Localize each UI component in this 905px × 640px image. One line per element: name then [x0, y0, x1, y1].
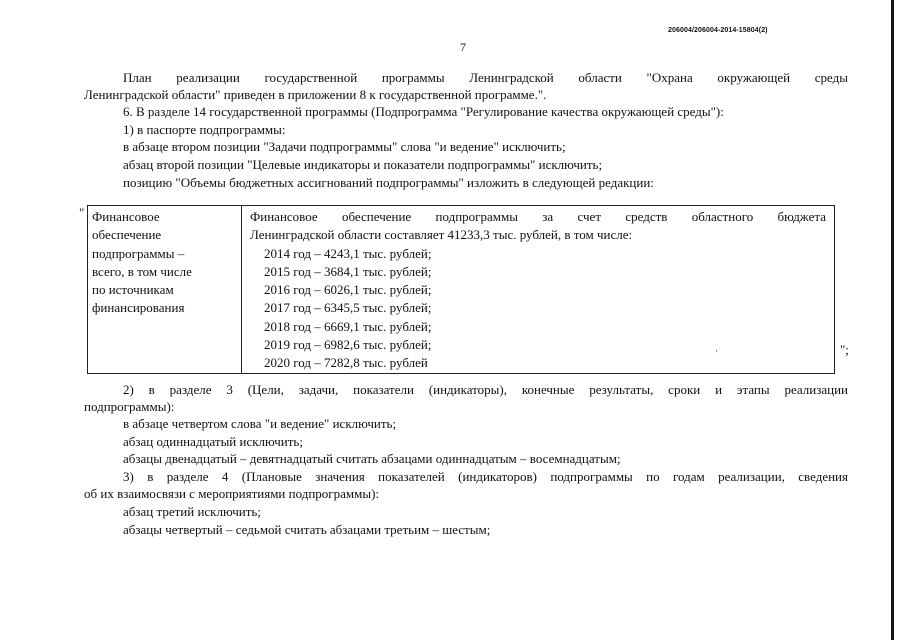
funding-year-line: 2018 год – 6669,1 тыс. рублей; [264, 318, 432, 334]
table-left-cell [88, 206, 242, 374]
closing-quote: "; [840, 342, 849, 357]
paragraph-7-line-2: подпрограммы): [84, 399, 175, 414]
paragraph-10: абзацы двенадцатый – девятнадцатый считать абзацами одиннадцатым – восемнадцатым; [123, 451, 621, 466]
left-cell-line: финансирования [92, 300, 185, 316]
paragraph-8: в абзаце четвертом слова "и ведение" исключить; [123, 416, 397, 431]
page-number: 7 [460, 40, 466, 54]
paragraph-6: позицию "Объемы бюджетных ассигнований подпрограммы" изложить в следующей редакции: [123, 175, 654, 190]
table-row [88, 206, 835, 374]
left-cell-line: обеспечение [92, 227, 162, 243]
paragraph-1-line-1: План реализации государственной программы Ленинградской области "Охрана окружающей среды [123, 70, 848, 85]
left-cell-line: по источникам [92, 282, 174, 298]
paragraph-12: абзац третий исключить; [123, 504, 261, 519]
paragraph-11-line-1: 3) в разделе 4 (Плановые значения показателей (индикаторов) подпрограммы по годам реализации, сведения [123, 469, 848, 484]
table-right-cell [242, 206, 835, 374]
paragraph-7-line-1: 2) в разделе 3 (Цели, задачи, показатели (индикаторы), конечные результаты, сроки и этапы реализации [123, 382, 848, 397]
stray-mark: · [715, 346, 718, 356]
left-cell-line: подпрограммы – [92, 245, 185, 261]
document-id: 206004/206004-2014-15804(2) [668, 27, 768, 34]
funding-intro-line-2: Ленинградской области составляет 41233,3 тыс. рублей, в том числе: [250, 227, 633, 243]
left-cell-line: Финансовое [92, 209, 160, 224]
paragraph-9: абзац одиннадцатый исключить; [123, 434, 303, 449]
financing-table [87, 205, 835, 374]
funding-year-line: 2014 год – 4243,1 тыс. рублей; [264, 245, 432, 261]
page-edge [891, 0, 894, 640]
funding-intro-line-1: Финансовое обеспечение подпрограммы за счет средств областного бюджета [250, 209, 826, 224]
paragraph-3: 1) в паспорте подпрограммы: [123, 122, 286, 137]
opening-quote: " [79, 205, 85, 220]
paragraph-11-line-2: об их взаимосвязи с мероприятиями подпрограммы): [84, 486, 380, 501]
paragraph-1-line-2: Ленинградской области" приведен в приложении 8 к государственной программе.". [84, 87, 547, 102]
paragraph-13: абзацы четвертый – седьмой считать абзацами третьим – шестым; [123, 522, 491, 537]
funding-year-line: 2017 год – 6345,5 тыс. рублей; [264, 300, 432, 316]
funding-year-line: 2016 год – 6026,1 тыс. рублей; [264, 282, 432, 298]
paragraph-4: в абзаце втором позиции "Задачи подпрограммы" слова "и ведение" исключить; [123, 139, 566, 154]
funding-year-line: 2020 год – 7282,8 тыс. рублей [264, 355, 428, 371]
left-cell-line: всего, в том числе [92, 263, 192, 279]
funding-year-line: 2015 год – 3684,1 тыс. рублей; [264, 263, 432, 279]
funding-year-line: 2019 год – 6982,6 тыс. рублей; [264, 337, 432, 353]
paragraph-5: абзац второй позиции "Целевые индикаторы и показатели подпрограммы" исключить; [123, 157, 603, 172]
paragraph-2: 6. В разделе 14 государственной программы (Подпрограмма "Регулирование качества окружающей среды"): [123, 104, 724, 119]
